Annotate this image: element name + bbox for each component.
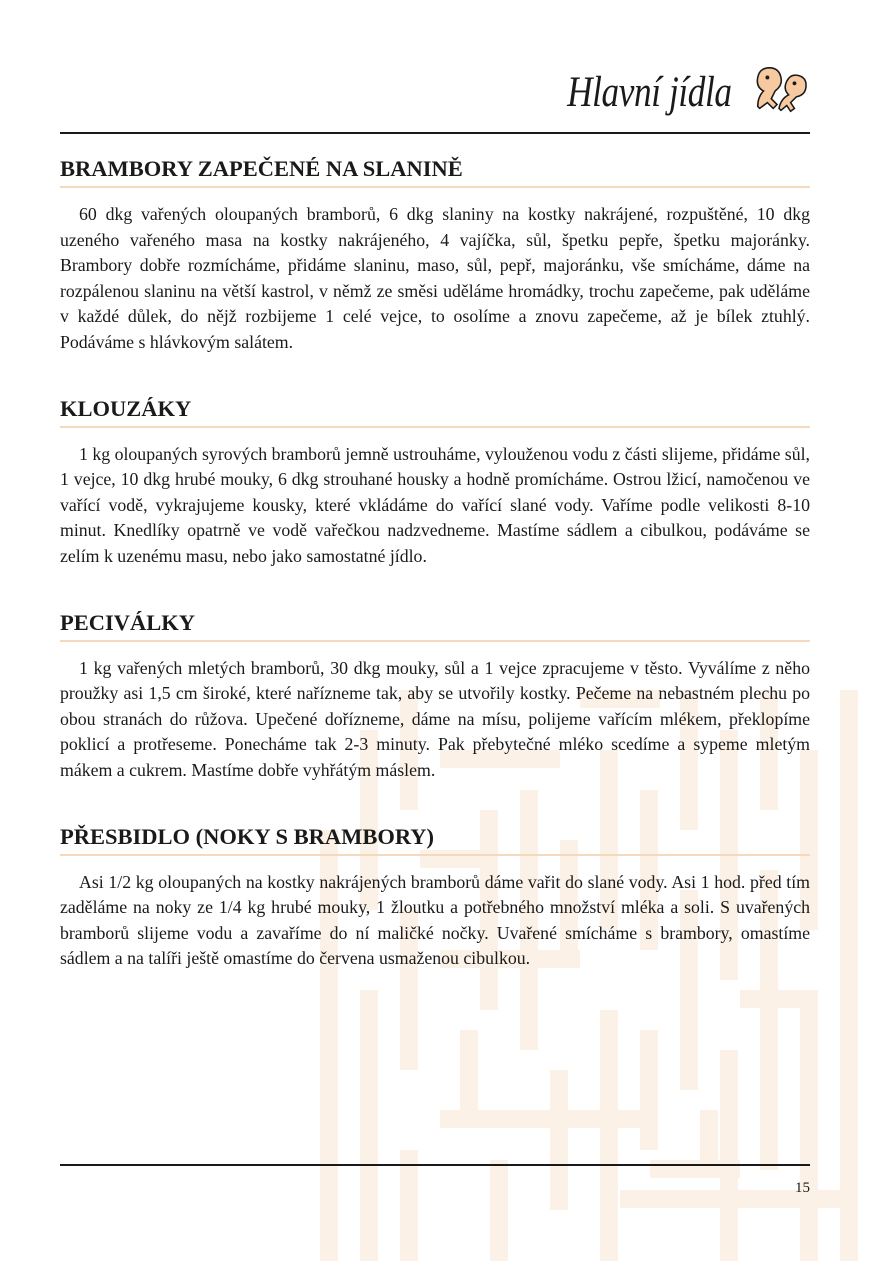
page-number: 15: [795, 1180, 810, 1196]
recipe-title: PŘESBIDLO (NOKY S BRAMBORY): [60, 824, 810, 856]
page-header: [60, 60, 810, 134]
recipe-text: 1 kg vařených mletých bramborů, 30 dkg mouky, sůl a 1 vejce zpracujeme v těsto. Vyválíme z něho proužky asi 1,5 cm široké, které nařízneme tak, aby se utvořily kostky. Pečeme na nebastném plechu po obou stranách do růžova. Upečené dořízneme, dáme na mísu, polijeme vařícím mlékem, překlopíme poklicí a protřeseme. Ponecháme tak 2-3 minuty. Pak přebytečné mléko scedíme a sypeme mletým mákem a cukrem. Mastíme dobře vyhřátým máslem.: [60, 657, 810, 780]
recipe-brambory-zapecene: [60, 156, 810, 356]
recipe-text: Asi 1/2 kg oloupaných na kostky nakrájených bramborů dáme vařit do slané vody. Asi 1 hod. před tím zaděláme na noky ze 1/4 kg hrubé mouky, 1 žloutku a potřebného množství mléka a soli. S uvařených bramborů slijeme vodu a zavaříme do ní maličké nočky. Uvařené smícháme s brambory, omastíme sádlem a na talíři ještě omastíme do červena usmaženou cibulkou.: [60, 871, 810, 969]
recipe-text: 1 kg oloupaných syrových bramborů jemně ustrouháme, vylouženou vodu z části slijeme, přidáme sůl, 1 vejce, 10 dkg hrubé mouky, 6 dkg strouhané housky a hodně promícháme. Ostrou lžicí, namočenou ve vařící vodě, vykrajujeme kousky, které vkládáme do vařící slané vody. Vaříme podle velikosti 8-10 minut. Knedlíky opatrně ve vodě vařečkou nadzvedneme. Mastíme sádlem a cibulkou, podáváme se zelím k uzenému masu, nebo jako samostatné jídlo.: [60, 443, 810, 566]
recipe-title: PECIVÁLKY: [60, 610, 810, 642]
recipes-content: [60, 140, 810, 972]
section-title: Hlavní jídla: [567, 69, 732, 116]
recipe-title: BRAMBORY ZAPEČENÉ NA SLANINĚ: [60, 156, 810, 188]
chicken-drumsticks-icon: [750, 62, 808, 120]
recipe-pecivalky: [60, 610, 810, 784]
recipe-presbidlo: [60, 824, 810, 972]
recipe-title: KLOUZÁKY: [60, 396, 810, 428]
footer-divider: [60, 1164, 810, 1166]
recipe-klouzaky: [60, 396, 810, 570]
recipe-text: 60 dkg vařených oloupaných bramborů, 6 dkg slaniny na kostky nakrájené, rozpuštěné, 10 dkg uzeného vařeného masa na kostky nakrájeného, 4 vajíčka, sůl, špetku pepře, špetku majoránky. Brambory dobře rozmícháme, přidáme slaninu, maso, sůl, pepř, majoránku, vše smícháme, dáme na rozpálenou slaninu na větší kastrol, v němž ze směsi uděláme hromádky, trochu zapečeme, pak uděláme v každé důlek, do nějž rozbijeme 1 celé vejce, to osolíme a znovu zapečeme, až je bílek ztuhlý. Podáváme s hlávkovým salátem.: [60, 204, 810, 352]
